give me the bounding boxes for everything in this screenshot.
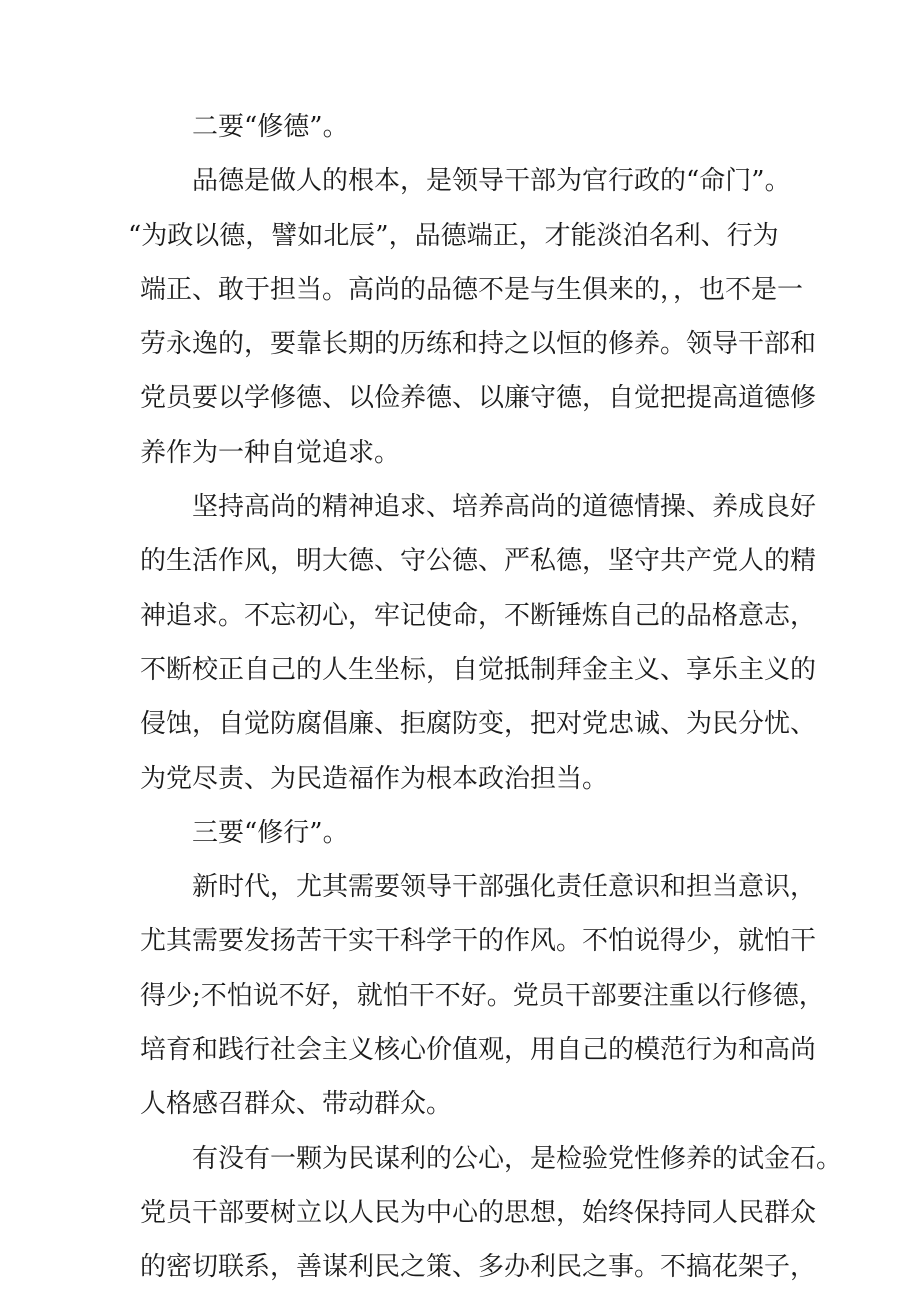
paragraph (140, 1132, 843, 1295)
text-line: 养作为一种自觉追求。 (140, 437, 401, 468)
text-line: 坚持高尚的精神追求、培养高尚的道德情操、养成良好 (192, 492, 817, 523)
text-line: 的生活作风，明大德、守公德、严私德，坚守共产党人的精 (140, 546, 817, 577)
section-heading (140, 100, 790, 154)
paragraph (128, 154, 817, 480)
text-line: 党员干部要树立以人民为中心的思想，始终保持同人民群众 (140, 1197, 817, 1228)
text-line: 有没有一颗为民谋利的公心，是检验党性修养的试金石。 (192, 1143, 843, 1174)
text-line: 党员要以学修德、以俭养德、以廉守德，自觉把提高道德修 (140, 383, 817, 414)
text-line: 二要“修德”。 (192, 112, 349, 142)
text-line: 三要“修行”。 (192, 817, 349, 848)
text-line: 人格感召群众、带动群众。 (140, 1089, 453, 1120)
section-heading (140, 806, 790, 860)
text-line: “为政以德，譬如北辰”，品德端正，才能淡泊名利、行为 (128, 220, 779, 251)
text-line: 为党尽责、为民造福作为根本政治担当。 (140, 763, 609, 794)
text-line: 培育和践行社会主义核心价值观，用自己的模范行为和高尚 (140, 1035, 817, 1066)
text-line: 劳永逸的，要靠长期的历练和持之以恒的修养。领导干部和 (140, 329, 817, 360)
text-line: 不断校正自己的人生坐标，自觉抵制拜金主义、享乐主义的 (140, 654, 817, 685)
paragraph (140, 860, 825, 1131)
text-line: 端正、敢于担当。高尚的品德不是与生俱来的，，也不是一 (140, 274, 804, 305)
text-line: 尤其需要发扬苦干实干科学干的作风。不怕说得少，就怕干 (140, 926, 817, 957)
text-line: 得少;不怕说不好，就怕干不好。党员干部要注重以行修德， (140, 980, 825, 1011)
text-line: 侵蚀，自觉防腐倡廉、拒腐防变，把对党忠诚、为民分忧、 (140, 709, 817, 740)
document-body (128, 100, 843, 1295)
text-line: 神追求。不忘初心，牢记使命，不断锤炼自己的品格意志， (140, 600, 817, 631)
text-line: 新时代，尤其需要领导干部强化责任意识和担当意识， (192, 872, 817, 903)
text-line: 的密切联系，善谋利民之策、多办利民之事。不搞花架子， (140, 1252, 817, 1283)
paragraph (140, 480, 817, 806)
text-line: 品德是做人的根本，是领导干部为官行政的“命门”。 (192, 166, 791, 197)
